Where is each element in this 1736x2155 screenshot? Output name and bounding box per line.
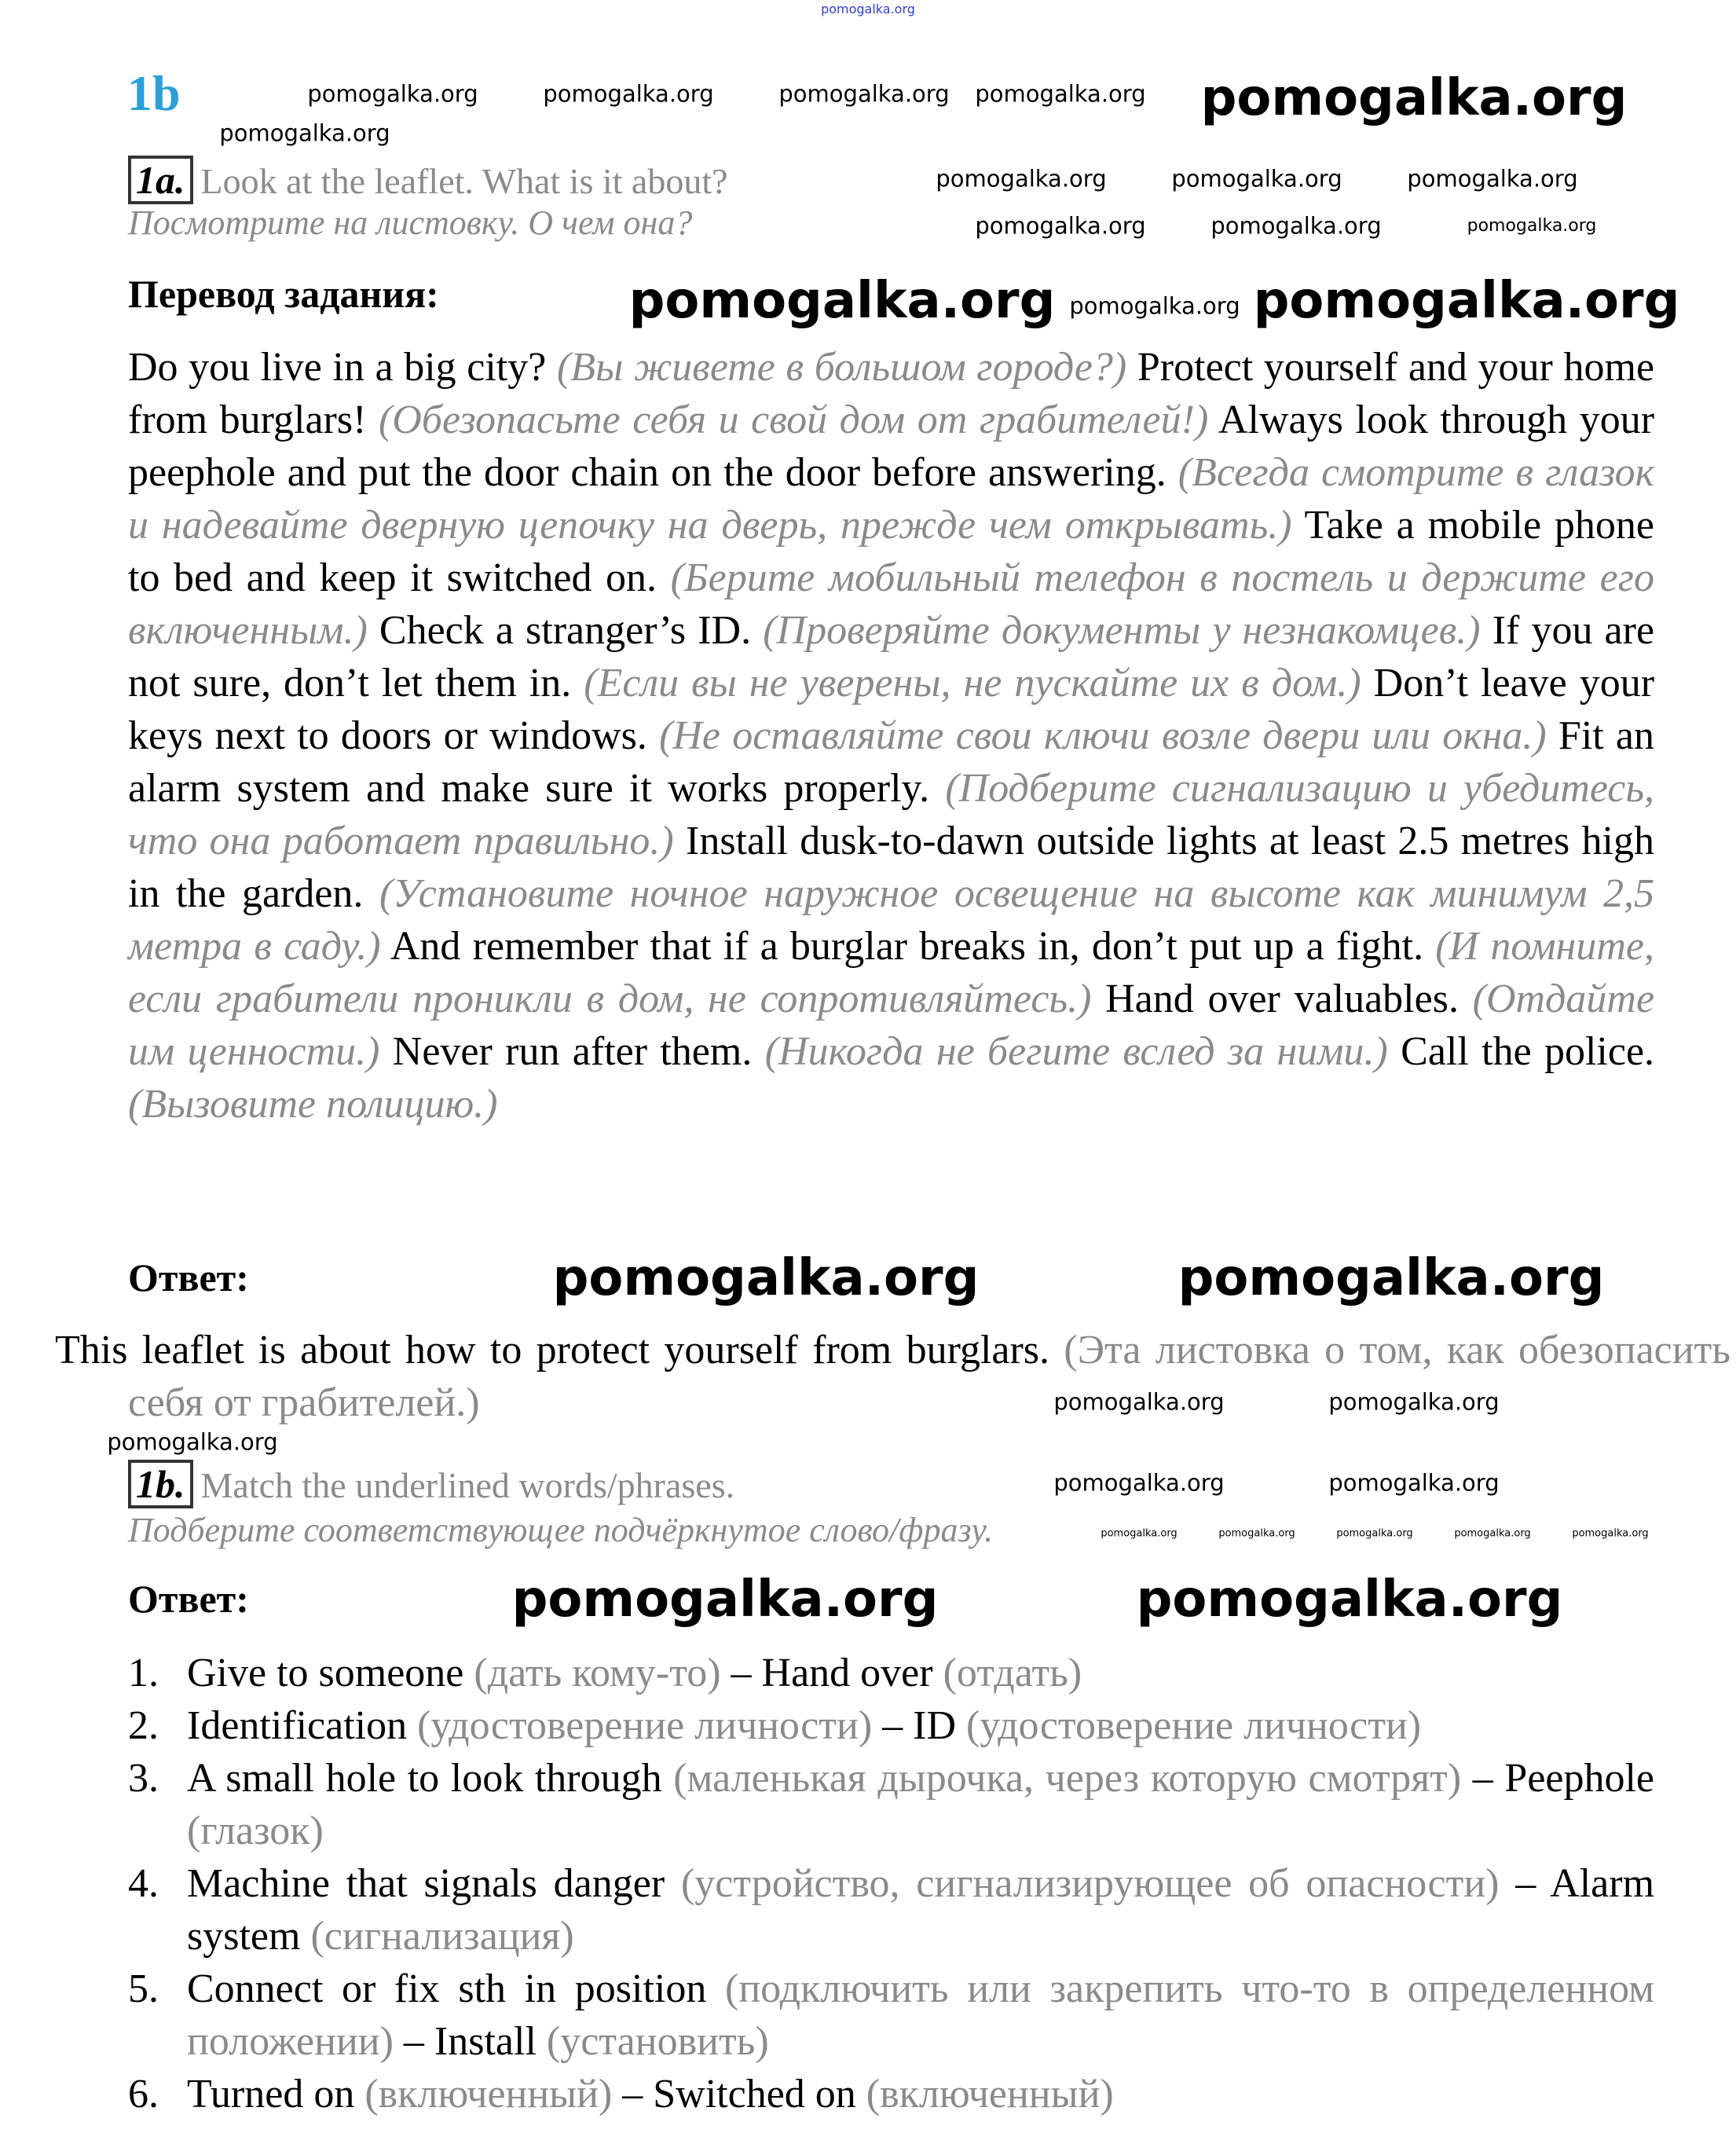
match-term: – Hand over (731, 1651, 933, 1695)
task-1b-instruction: Match the underlined words/phrases. (200, 1465, 735, 1505)
match-number: 6. (128, 2072, 159, 2117)
watermark: pomogalka.org (1467, 216, 1597, 236)
watermark: pomogalka.org (307, 80, 478, 108)
leaflet-sentence-ru: (Проверяйте документы у незнакомцев.) (763, 608, 1481, 653)
watermark: pomogalka.org (778, 80, 950, 108)
watermark: pomogalka.org (1136, 1570, 1563, 1629)
answer-1b-list (128, 1647, 1654, 2120)
match-item (128, 1699, 1654, 1752)
leaflet-sentence-ru: (Вызовите полицию.) (128, 1082, 498, 1127)
watermark: pomogalka.org (1177, 1249, 1605, 1307)
match-number: 3. (128, 1756, 159, 1801)
leaflet-sentence-ru: (Если вы не уверены, не пускайте их в дом.) (584, 661, 1361, 706)
answer-heading-1a: Ответ: (128, 1255, 249, 1299)
match-number: 1. (128, 1651, 159, 1695)
task-1a-instruction-ru: Посмотрите на листовку. О чем она? (128, 203, 693, 242)
watermark: pomogalka.org (628, 272, 1056, 330)
task-1b-label: 1b. (128, 1460, 193, 1508)
match-item (128, 1647, 1654, 1699)
match-term: – Peephole (1472, 1756, 1655, 1801)
leaflet-sentence-en: Call the police. (1401, 1029, 1655, 1074)
watermark: pomogalka.org (219, 119, 390, 147)
match-term-ru: (отдать) (943, 1651, 1082, 1695)
leaflet-sentence-en: Don’t leave your keys next to doors or windows. (128, 661, 1655, 758)
task-1a-label: 1a. (128, 156, 193, 204)
match-item (128, 1857, 1654, 1963)
match-item (128, 1752, 1654, 1857)
leaflet-sentence-ru: (Берите мобильный телефон в постель и держите его включенным.) (128, 555, 1655, 653)
task-1b-instruction-ru: Подберите соответствующее подчёркнутое слово/фразу. (128, 1511, 994, 1549)
match-definition: Machine that signals danger (187, 1861, 665, 1906)
watermark: pomogalka.org (1253, 272, 1680, 330)
watermark: pomogalka.org (1200, 69, 1628, 127)
watermark: pomogalka.org (1328, 1388, 1500, 1416)
match-definition: A small hole to look through (187, 1756, 662, 1801)
leaflet-sentence-ru: (Никогда не бегите вслед за ними.) (764, 1029, 1388, 1074)
match-definition-ru: (устройство, сигнализирующее об опасности) (680, 1861, 1500, 1906)
match-item (128, 1963, 1654, 2068)
watermark: pomogalka.org (1069, 292, 1240, 320)
leaflet-sentence-ru: (Отдайте им ценности.) (128, 977, 1655, 1074)
watermark: pomogalka.org (975, 80, 1146, 108)
match-definition-ru: (удостоверение личности) (417, 1703, 873, 1748)
match-term: – Alarm system (187, 1861, 1655, 1959)
match-number: 4. (128, 1861, 159, 1906)
leaflet-text (128, 341, 1654, 1131)
watermark: pomogalka.org (1328, 1469, 1500, 1497)
watermark: pomogalka.org (1572, 1527, 1649, 1540)
leaflet-sentence-ru: (Всегда смотрите в глазок и надевайте дверную цепочку на дверь, прежде чем открывать.) (128, 450, 1655, 548)
watermark: pomogalka.org (1218, 1527, 1295, 1540)
watermark: pomogalka.org (1053, 1469, 1225, 1497)
leaflet-sentence-en: Take a mobile phone to bed and keep it switched on. (128, 503, 1655, 600)
match-term-ru: (сигнализация) (310, 1914, 574, 1959)
match-term-ru: (удостоверение личности) (966, 1703, 1422, 1748)
answer-heading-1b: Ответ: (128, 1577, 249, 1621)
match-item (128, 2068, 1654, 2120)
task-1a-instruction: Look at the leaflet. What is it about? (200, 161, 728, 201)
match-definition-ru: (маленькая дырочка, через которую смотрят) (673, 1756, 1462, 1801)
match-definition: Give to someone (187, 1651, 464, 1695)
leaflet-sentence-en: Fit an alarm system and make sure it works properly. (128, 713, 1655, 811)
translation-heading: Перевод задания: (128, 272, 439, 316)
watermark: pomogalka.org (1101, 1527, 1177, 1540)
task-1a (128, 156, 728, 205)
watermark: pomogalka.org (1210, 212, 1382, 240)
watermark: pomogalka.org (1053, 1388, 1225, 1416)
leaflet-sentence-ru: (И помните, если грабители проникли в дом, не сопротивляйтесь.) (128, 924, 1654, 1021)
watermark: pomogalka.org (1171, 165, 1342, 192)
match-number: 5. (128, 1966, 159, 2011)
match-definition: Identification (187, 1703, 408, 1748)
leaflet-sentence-en: Install dusk-to-dawn outside lights at least 2.5 metres high in the garden. (128, 819, 1655, 916)
match-term-ru: (включенный) (866, 2072, 1114, 2117)
leaflet-sentence-en: Always look through your peephole and put the door chain on the door before answering. (128, 398, 1655, 495)
match-definition-ru: (подключить или закрепить что-то в определенном положении) (187, 1966, 1654, 2064)
watermark: pomogalka.org (107, 1428, 278, 1456)
match-definition: Connect or fix sth in position (187, 1966, 707, 2011)
answer-1a-ru: (Эта листовка о том, как обезопасить себя от грабителей.) (128, 1328, 1731, 1425)
leaflet-sentence-en: Do you live in a big city? (128, 345, 547, 390)
match-term: – Switched on (622, 2072, 856, 2117)
match-term: – Install (403, 2019, 537, 2064)
match-term-ru: (установить) (546, 2019, 769, 2064)
leaflet-sentence-en: And remember that if a burglar breaks in, don’t put up a fight. (390, 924, 1424, 969)
watermark: pomogalka.org (975, 212, 1146, 240)
watermark: pomogalka.org (1336, 1527, 1413, 1540)
leaflet-sentence-ru: (Обезопасьте себя и свой дом от грабителей!) (378, 398, 1209, 442)
match-term-ru: (глазок) (187, 1809, 324, 1853)
match-definition-ru: (включенный) (364, 2072, 613, 2117)
leaflet-sentence-en: Check a stranger’s ID. (379, 608, 752, 653)
watermark: pomogalka.org (936, 165, 1107, 192)
match-definition-ru: (дать кому-то) (474, 1651, 721, 1695)
match-definition: Turned on (187, 2072, 355, 2117)
watermark: pomogalka.org (552, 1249, 980, 1307)
leaflet-sentence-ru: (Установите ночное наружное освещение на высоте как минимум 2,5 метра в саду.) (128, 871, 1655, 969)
leaflet-sentence-en: Protect yourself and your home from burglars! (128, 345, 1655, 442)
leaflet-sentence-en: Hand over valuables. (1105, 977, 1459, 1021)
match-number: 2. (128, 1703, 159, 1748)
watermark: pomogalka.org (1407, 165, 1578, 192)
watermark: pomogalka.org (543, 80, 714, 108)
leaflet-sentence-ru: (Вы живете в большом городе?) (556, 345, 1127, 390)
watermark: pomogalka.org (1454, 1527, 1531, 1540)
leaflet-sentence-en: If you are not sure, don’t let them in. (128, 608, 1655, 706)
section-title: 1b (127, 65, 181, 121)
watermark: pomogalka.org (511, 1570, 939, 1629)
match-term: – ID (882, 1703, 957, 1748)
leaflet-sentence-en: Never run after them. (392, 1029, 753, 1074)
leaflet-sentence-ru: (Подберите сигнализацию и убедитесь, что она работает правильно.) (128, 766, 1655, 863)
leaflet-sentence-ru: (Не оставляйте свои ключи возле двери или окна.) (659, 713, 1547, 758)
task-1b (128, 1460, 734, 1509)
watermark-top: pomogalka.org (821, 2, 915, 16)
answer-1a-en: This leaflet is about how to protect yourself from burglars. (55, 1328, 1050, 1373)
